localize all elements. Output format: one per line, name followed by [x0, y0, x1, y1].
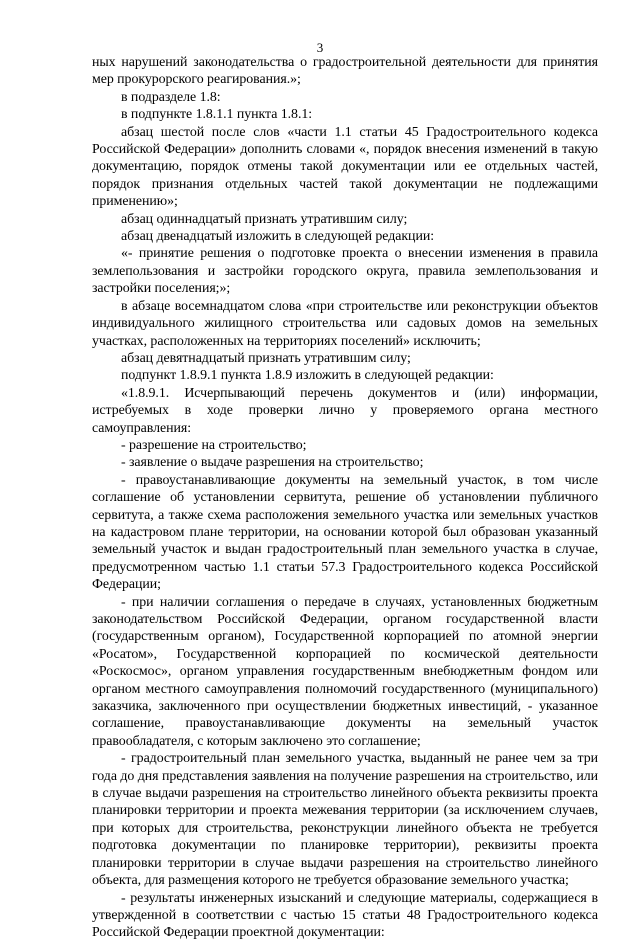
paragraph: - разрешение на строительство;	[121, 437, 307, 453]
paragraph: - заявление о выдаче разрешения на строительство;	[121, 455, 424, 471]
paragraph: - градостроительный план земельного участка, выданный не ранее чем за три года до дня представления заявления на получение разрешения на строительство, или в случае выдачи разрешения на строительство линейного объекта реквизиты проекта планировки территории и проекта межевания территории (за исключением случаев, при которых для строительства, реконструкции линейного объекта не требуется подготовка документации по планировке территории), реквизиты проекта планировки территории в случае выдачи разрешения на строительство линейного объекта, для размещения которого не требуется образование земельного участка;	[92, 751, 598, 889]
paragraph: в абзаце восемнадцатом слова «при строительстве или реконструкции объектов индивидуального жилищного строительства или садовых домов на земельных участках, расположенных на территориях поселений» исключить;	[92, 298, 598, 349]
paragraph: ных нарушений законодательства о градостроительной деятельности для принятия мер прокурорского реагирования.»;	[92, 55, 598, 88]
paragraph: абзац двенадцатый изложить в следующей редакции:	[121, 229, 435, 245]
paragraph: в подпункте 1.8.1.1 пункта 1.8.1:	[121, 107, 313, 123]
page-number: 3	[316, 40, 324, 55]
document-body	[92, 54, 598, 942]
paragraph: - результаты инженерных изысканий и следующие материалы, содержащиеся в утвержденной в соответствии с частью 15 статьи 48 Градостроительного кодекса Российской Федерации проектной документации:	[92, 890, 598, 941]
paragraph: в подразделе 1.8:	[121, 89, 221, 105]
paragraph: «- принятие решения о подготовке проекта о внесении изменения в правила землепользования и застройки городского округа, правила землепользования и застройки поселения;»;	[92, 246, 598, 297]
paragraph: - правоустанавливающие документы на земельный участок, в том числе соглашение об установлении сервитута, решение об установлении публичного сервитута, а также схема расположения земельного участка или земельных участков на кадастровом плане территории, на основании которой был образован указанный земельный участок и выдан градостроительный план земельного участка в случае, предусмотренном частью 1.1 статьи 57.3 Градостроительного кодекса Российской Федерации;	[92, 472, 598, 593]
paragraph: абзац девятнадцатый признать утратившим силу;	[121, 350, 411, 366]
paragraph: - при наличии соглашения о передаче в случаях, установленных бюджетным законодательством Российской Федерации, органом государственной власти (государственным органом), Государственной корпорацией по атомной энергии «Росатом», Государственной корпорацией по космической деятельности «Роскосмос», органом управления государственным внебюджетным фондом или органом местного самоуправления полномочий государственного (муниципального) заказчика, заключенного при осуществлении бюджетных инвестиций, - указанное соглашение, правоустанавливающие документы на земельный участок правообладателя, с которым заключено это соглашение;	[92, 594, 598, 749]
paragraph: «1.8.9.1. Исчерпывающий перечень документов и (или) информации, истребуемых в ходе проверки лично у проверяемого органа местного самоуправления:	[92, 385, 598, 436]
paragraph: абзац одиннадцатый признать утратившим силу;	[121, 211, 408, 227]
paragraph: подпункт 1.8.9.1 пункта 1.8.9 изложить в следующей редакции:	[121, 368, 494, 384]
paragraph: абзац шестой после слов «части 1.1 статьи 45 Градостроительного кодекса Российской Федерации» дополнить словами «, порядок внесения изменений в такую документацию, порядок отмены такой документации или ее отдельных частей, порядок признания отдельных частей такой документации не подлежащими применению»;	[92, 124, 598, 210]
